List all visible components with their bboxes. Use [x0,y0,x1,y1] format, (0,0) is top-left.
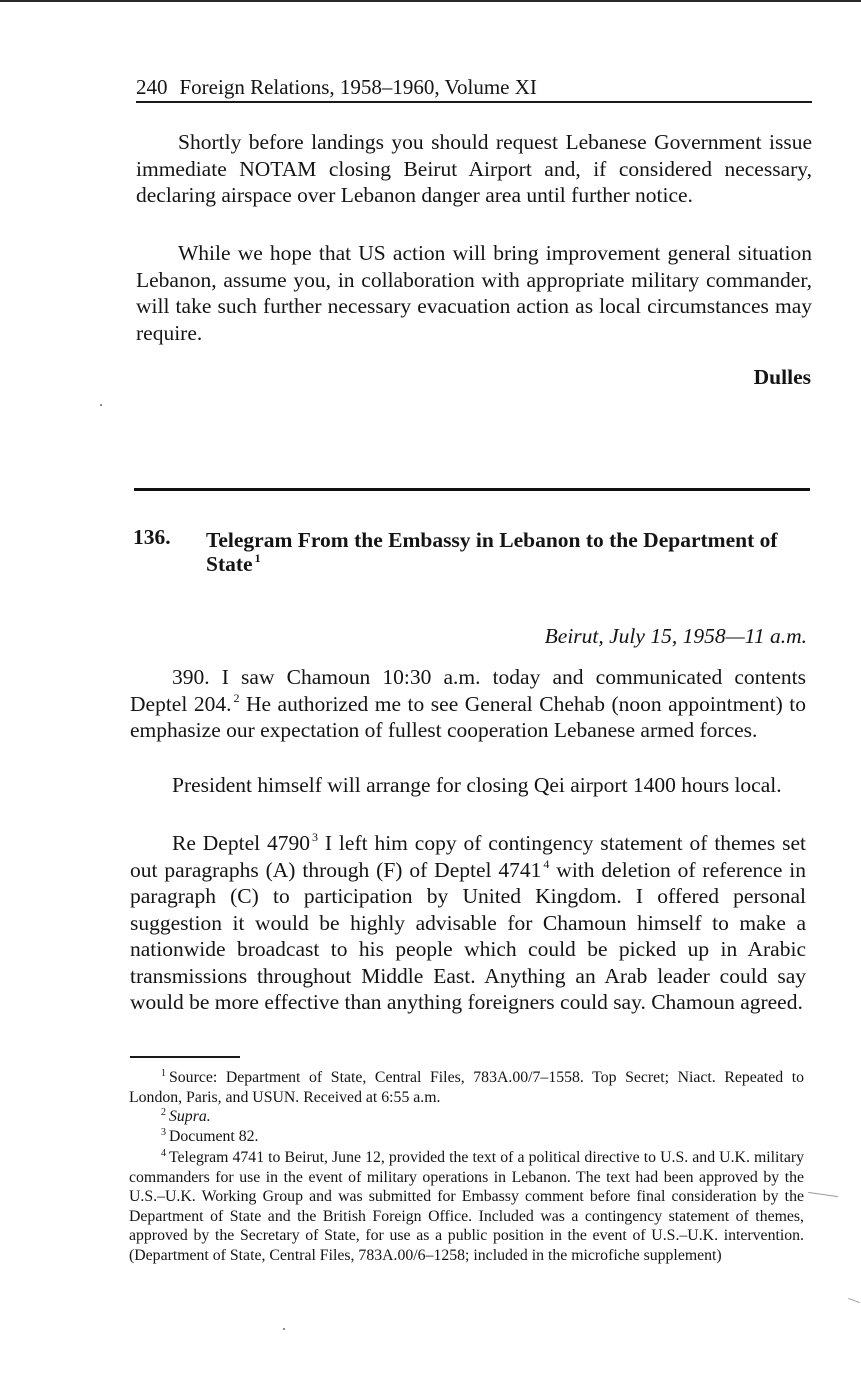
scan-speck [283,1328,285,1330]
footnote-text: Document 82. [169,1128,259,1145]
document-title [206,528,810,576]
scan-edge-mark [848,1298,860,1303]
footnote-text: Supra. [169,1108,211,1125]
page-top-edge [0,0,861,2]
telegram-paragraph [130,830,806,1016]
footnote [129,1107,804,1127]
footnote-marker: 2 [161,1107,166,1118]
footnote-marker: 3 [161,1127,166,1138]
prev-doc-paragraph: While we hope that US action will bring improvement general situation Lebanon, assume you, in collaboration with appropriate military commander, will take such further necessary evacuation action as local circumstances may require. [136,241,812,345]
telegram-paragraph: President himself will arrange for closing Qei airport 1400 hours local. [172,773,782,797]
footnote-marker: 1 [161,1068,166,1079]
document-title-text: Telegram From the Embassy in Lebanon to the Department of State [206,528,778,576]
scan-speck [100,404,102,406]
footnote-ref: 3 [311,830,318,844]
footnote-divider [130,1056,240,1058]
footnote-ref: 1 [254,551,261,565]
footnote-text: Source: Department of State, Central Files, 783A.00/7–1558. Top Secret; Niact. Repeated to London, Paris, and USUN. Received at 6:55 a.m. [129,1069,804,1106]
page-number: 240 [136,75,168,99]
running-head [136,74,812,103]
paragraph-text: I left him copy of contingency statement of themes set out paragraphs (A) through (F) of Deptel 4741 [130,831,806,882]
paragraph-text: with deletion of reference in paragraph (C) to participation by United Kingdom. I offered personal suggestion it would be highly advisable for Chamoun himself to make a nationwide broadcast to his people which could be picked up in Arabic transmissions throughout Middle East. Anything an Arab leader could say would be more effective than anything foreigners could say. Chamoun agreed. [130,857,806,1014]
running-title: Foreign Relations, 1958–1960, Volume XI [179,75,537,99]
footnote [129,1127,804,1147]
footnote-marker: 4 [161,1148,166,1159]
signature: Dulles [753,365,811,389]
footnote-text: Telegram 4741 to Beirut, June 12, provided the text of a political directive to U.S. and U.K. military commanders for use in the event of military operations in Lebanon. The text had been approved by the U.S.–U.K. Working Group and was submitted for Embassy comment before final consideration by the Department of State and the British Foreign Office. Included was a contingency statement of themes, approved by the Secretary of State, for use as a public position in the event of U.S.–U.K. intervention. (Department of State, Central Files, 783A.00/6–1258; included in the microfiche supplement) [129,1149,804,1264]
footnote-ref: 2 [233,690,240,705]
footnote [129,1148,804,1265]
paragraph-text: Re Deptel 4790 [172,831,310,855]
paragraph-text: 390. I saw Chamoun 10:30 a.m. today and communicated contents Deptel 204. [130,665,806,716]
telegram-paragraph [130,664,806,744]
paragraph-text: He authorized me to see General Chehab (noon appointment) to emphasize our expectation of fullest cooperation Lebanese armed forces. [130,691,807,742]
section-divider [134,488,810,491]
scan-edge-mark [808,1192,838,1197]
footnote-ref: 4 [543,856,550,871]
footnote [129,1068,804,1107]
dateline: Beirut, July 15, 1958—11 a.m. [544,624,807,648]
document-number: 136. [133,525,171,549]
prev-doc-paragraph: Shortly before landings you should request Lebanese Government issue immediate NOTAM closing Beirut Airport and, if considered necessary, declaring airspace over Lebanon danger area until further notice. [136,130,812,207]
